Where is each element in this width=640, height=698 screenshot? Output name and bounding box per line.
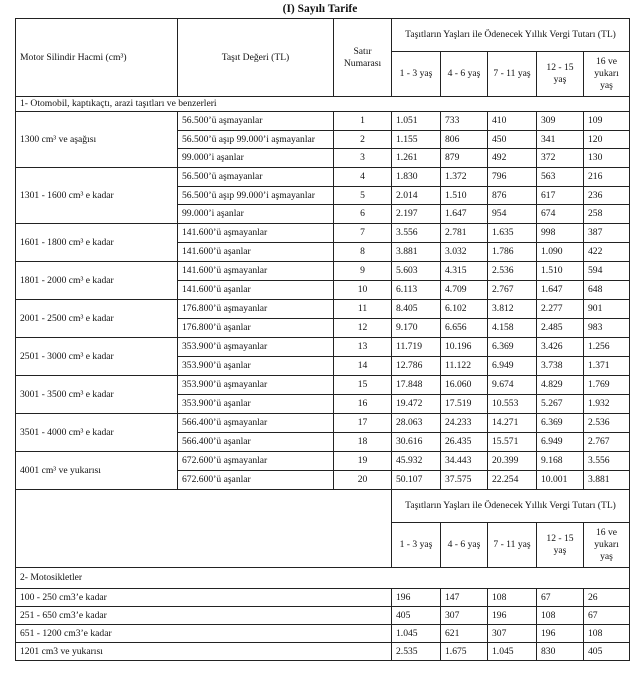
header2-tax-group: Taşıtların Yaşları ile Ödenecek Yıllık Vergi Tutarı (TL): [392, 490, 630, 523]
tax-amount-cell: 1.372: [441, 168, 488, 187]
table-row: [16, 607, 630, 625]
engine-capacity-cell: 1601 - 1800 cm³ e kadar: [16, 224, 178, 262]
tax-amount-cell: 2.535: [392, 643, 441, 661]
line-number-cell: 17: [334, 414, 392, 433]
engine-capacity-cell: 2501 - 3000 cm³ e kadar: [16, 338, 178, 376]
engine-capacity-cell: 3501 - 4000 cm³ e kadar: [16, 414, 178, 452]
engine-capacity-cell: 2001 - 2500 cm³ e kadar: [16, 300, 178, 338]
tax-amount-cell: 1.051: [392, 112, 441, 131]
empty-header-cell: [16, 490, 392, 568]
tax-amount-cell: 6.656: [441, 319, 488, 338]
tax-amount-cell: 387: [584, 224, 630, 243]
table-row: [16, 643, 630, 661]
tax-amount-cell: 309: [537, 112, 584, 131]
tax-amount-cell: 2.781: [441, 224, 488, 243]
header-line-number: Satır Numarası: [334, 19, 392, 97]
tax-amount-cell: 8.405: [392, 300, 441, 319]
tax-amount-cell: 2.536: [584, 414, 630, 433]
tax-amount-cell: 11.719: [392, 338, 441, 357]
tax-amount-cell: 5.267: [537, 395, 584, 414]
tax-amount-cell: 492: [488, 149, 537, 168]
tax-amount-cell: 120: [584, 131, 630, 149]
vehicle-value-cell: 141.600’ü aşmayanlar: [178, 224, 334, 243]
vehicle-value-cell: 56.500’ü aşmayanlar: [178, 112, 334, 131]
tax-amount-cell: 1.261: [392, 149, 441, 168]
tax-amount-cell: 216: [584, 168, 630, 187]
tax-amount-cell: 6.949: [537, 433, 584, 452]
tax-amount-cell: 3.556: [584, 452, 630, 471]
table-row: [16, 625, 630, 643]
vehicle-value-cell: 353.900’ü aşanlar: [178, 357, 334, 376]
tax-amount-cell: 954: [488, 205, 537, 224]
tax-amount-cell: 3.032: [441, 243, 488, 262]
tax-amount-cell: 372: [537, 149, 584, 168]
tax-amount-cell: 1.371: [584, 357, 630, 376]
tax-amount-cell: 563: [537, 168, 584, 187]
vehicle-value-cell: 672.600’ü aşanlar: [178, 471, 334, 490]
line-number-cell: 7: [334, 224, 392, 243]
tax-amount-cell: 6.369: [488, 338, 537, 357]
header2-age: 12 - 15 yaş: [537, 523, 584, 568]
header-age: 1 - 3 yaş: [392, 52, 441, 97]
tax-amount-cell: 17.848: [392, 376, 441, 395]
tax-amount-cell: 3.881: [392, 243, 441, 262]
tax-amount-cell: 11.122: [441, 357, 488, 376]
tariff-table: [15, 18, 630, 661]
tax-amount-cell: 1.675: [441, 643, 488, 661]
line-number-cell: 13: [334, 338, 392, 357]
tax-amount-cell: 410: [488, 112, 537, 131]
tax-amount-cell: 2.014: [392, 187, 441, 205]
tax-amount-cell: 258: [584, 205, 630, 224]
header-tax-group: Taşıtların Yaşları ile Ödenecek Yıllık Vergi Tutarı (TL): [392, 19, 630, 52]
vehicle-value-cell: 566.400’ü aşanlar: [178, 433, 334, 452]
vehicle-value-cell: 176.800’ü aşmayanlar: [178, 300, 334, 319]
tax-amount-cell: 26: [584, 589, 630, 607]
header-age: 16 ve yukarı yaş: [584, 52, 630, 97]
header-row: [16, 19, 630, 52]
tax-amount-cell: 3.738: [537, 357, 584, 376]
tax-amount-cell: 1.510: [537, 262, 584, 281]
tax-amount-cell: 16.060: [441, 376, 488, 395]
motorcycle-capacity-cell: 100 - 250 cm3’e kadar: [16, 589, 392, 607]
tax-amount-cell: 4.829: [537, 376, 584, 395]
tax-amount-cell: 10.196: [441, 338, 488, 357]
tax-amount-cell: 674: [537, 205, 584, 224]
tax-amount-cell: 1.155: [392, 131, 441, 149]
section-row: [16, 97, 630, 112]
tax-amount-cell: 341: [537, 131, 584, 149]
tax-amount-cell: 733: [441, 112, 488, 131]
section-title: 2- Motosikletler: [16, 568, 630, 589]
line-number-cell: 19: [334, 452, 392, 471]
vehicle-value-cell: 56.500’ü aşıp 99.000’i aşmayanlar: [178, 131, 334, 149]
motorcycle-capacity-cell: 1201 cm3 ve yukarısı: [16, 643, 392, 661]
tax-amount-cell: 1.786: [488, 243, 537, 262]
tax-amount-cell: 2.536: [488, 262, 537, 281]
vehicle-value-cell: 566.400’ü aşmayanlar: [178, 414, 334, 433]
vehicle-value-cell: 56.500’ü aşmayanlar: [178, 168, 334, 187]
tax-amount-cell: 1.256: [584, 338, 630, 357]
line-number-cell: 18: [334, 433, 392, 452]
line-number-cell: 9: [334, 262, 392, 281]
line-number-cell: 3: [334, 149, 392, 168]
header-vehicle-value: Taşıt Değeri (TL): [178, 19, 334, 97]
tax-amount-cell: 50.107: [392, 471, 441, 490]
tax-amount-cell: 20.399: [488, 452, 537, 471]
line-number-cell: 16: [334, 395, 392, 414]
tax-amount-cell: 14.271: [488, 414, 537, 433]
tax-amount-cell: 594: [584, 262, 630, 281]
tax-amount-cell: 9.674: [488, 376, 537, 395]
tax-amount-cell: 2.767: [584, 433, 630, 452]
vehicle-value-cell: 353.900’ü aşmayanlar: [178, 338, 334, 357]
tax-amount-cell: 108: [537, 607, 584, 625]
vehicle-value-cell: 353.900’ü aşmayanlar: [178, 376, 334, 395]
tax-amount-cell: 6.102: [441, 300, 488, 319]
tax-amount-cell: 34.443: [441, 452, 488, 471]
tax-amount-cell: 22.254: [488, 471, 537, 490]
tax-amount-cell: 12.786: [392, 357, 441, 376]
tax-amount-cell: 307: [488, 625, 537, 643]
table-row: [16, 168, 630, 187]
table-row: [16, 452, 630, 471]
vehicle-value-cell: 141.600’ü aşanlar: [178, 281, 334, 300]
line-number-cell: 10: [334, 281, 392, 300]
tax-amount-cell: 901: [584, 300, 630, 319]
line-number-cell: 14: [334, 357, 392, 376]
line-number-cell: 8: [334, 243, 392, 262]
tax-amount-cell: 10.553: [488, 395, 537, 414]
line-number-cell: 11: [334, 300, 392, 319]
motorcycle-capacity-cell: 251 - 650 cm3’e kadar: [16, 607, 392, 625]
second-header-row: [16, 490, 630, 523]
tax-amount-cell: 1.090: [537, 243, 584, 262]
tax-amount-cell: 15.571: [488, 433, 537, 452]
header-motor: Motor Silindir Hacmi (cm³): [16, 19, 178, 97]
tax-amount-cell: 45.932: [392, 452, 441, 471]
table-row: [16, 589, 630, 607]
header2-age: 4 - 6 yaş: [441, 523, 488, 568]
tax-amount-cell: 108: [584, 625, 630, 643]
tax-amount-cell: 67: [537, 589, 584, 607]
tax-amount-cell: 147: [441, 589, 488, 607]
tax-amount-cell: 4.158: [488, 319, 537, 338]
table-row: [16, 112, 630, 131]
header-age: 12 - 15 yaş: [537, 52, 584, 97]
line-number-cell: 4: [334, 168, 392, 187]
tax-amount-cell: 3.812: [488, 300, 537, 319]
tax-amount-cell: 1.647: [537, 281, 584, 300]
tax-amount-cell: 1.045: [392, 625, 441, 643]
tax-amount-cell: 830: [537, 643, 584, 661]
tax-amount-cell: 1.932: [584, 395, 630, 414]
header2-age: 16 ve yukarı yaş: [584, 523, 630, 568]
tax-amount-cell: 30.616: [392, 433, 441, 452]
tax-amount-cell: 6.949: [488, 357, 537, 376]
engine-capacity-cell: 4001 cm³ ve yukarısı: [16, 452, 178, 490]
engine-capacity-cell: 3001 - 3500 cm³ e kadar: [16, 376, 178, 414]
vehicle-value-cell: 99.000’i aşanlar: [178, 205, 334, 224]
table-row: [16, 224, 630, 243]
tax-amount-cell: 806: [441, 131, 488, 149]
table-row: [16, 338, 630, 357]
table-row: [16, 414, 630, 433]
tax-amount-cell: 67: [584, 607, 630, 625]
tax-amount-cell: 24.233: [441, 414, 488, 433]
header2-age: 1 - 3 yaş: [392, 523, 441, 568]
vehicle-value-cell: 141.600’ü aşanlar: [178, 243, 334, 262]
tax-amount-cell: 9.168: [537, 452, 584, 471]
tax-amount-cell: 196: [537, 625, 584, 643]
tax-amount-cell: 2.277: [537, 300, 584, 319]
line-number-cell: 6: [334, 205, 392, 224]
tax-amount-cell: 109: [584, 112, 630, 131]
vehicle-value-cell: 176.800’ü aşanlar: [178, 319, 334, 338]
tax-amount-cell: 876: [488, 187, 537, 205]
vehicle-value-cell: 141.600’ü aşmayanlar: [178, 262, 334, 281]
tax-amount-cell: 37.575: [441, 471, 488, 490]
tax-amount-cell: 196: [488, 607, 537, 625]
tax-amount-cell: 648: [584, 281, 630, 300]
engine-capacity-cell: 1801 - 2000 cm³ e kadar: [16, 262, 178, 300]
tax-amount-cell: 196: [392, 589, 441, 607]
tax-amount-cell: 1.769: [584, 376, 630, 395]
tax-amount-cell: 108: [488, 589, 537, 607]
tax-amount-cell: 28.063: [392, 414, 441, 433]
tax-amount-cell: 4.709: [441, 281, 488, 300]
line-number-cell: 20: [334, 471, 392, 490]
tax-amount-cell: 796: [488, 168, 537, 187]
section-title: 1- Otomobil, kaptıkaçtı, arazi taşıtları ve benzerleri: [16, 97, 630, 112]
vehicle-value-cell: 56.500’ü aşıp 99.000’i aşmayanlar: [178, 187, 334, 205]
tax-amount-cell: 307: [441, 607, 488, 625]
header-age: 7 - 11 yaş: [488, 52, 537, 97]
tax-amount-cell: 26.435: [441, 433, 488, 452]
tax-amount-cell: 3.881: [584, 471, 630, 490]
tax-amount-cell: 405: [584, 643, 630, 661]
tax-amount-cell: 617: [537, 187, 584, 205]
vehicle-value-cell: 99.000’i aşanlar: [178, 149, 334, 168]
engine-capacity-cell: 1301 - 1600 cm³ e kadar: [16, 168, 178, 224]
tax-amount-cell: 1.635: [488, 224, 537, 243]
table-row: [16, 262, 630, 281]
tax-amount-cell: 3.426: [537, 338, 584, 357]
tariff-table-body: [16, 19, 630, 661]
tax-amount-cell: 879: [441, 149, 488, 168]
tax-amount-cell: 998: [537, 224, 584, 243]
tax-amount-cell: 4.315: [441, 262, 488, 281]
tax-amount-cell: 1.510: [441, 187, 488, 205]
line-number-cell: 12: [334, 319, 392, 338]
line-number-cell: 1: [334, 112, 392, 131]
tax-amount-cell: 2.485: [537, 319, 584, 338]
header2-age: 7 - 11 yaş: [488, 523, 537, 568]
tax-amount-cell: 621: [441, 625, 488, 643]
tax-amount-cell: 10.001: [537, 471, 584, 490]
vehicle-value-cell: 672.600’ü aşmayanlar: [178, 452, 334, 471]
tax-amount-cell: 405: [392, 607, 441, 625]
tax-amount-cell: 1.830: [392, 168, 441, 187]
line-number-cell: 2: [334, 131, 392, 149]
tax-amount-cell: 450: [488, 131, 537, 149]
table-row: [16, 300, 630, 319]
tax-amount-cell: 6.113: [392, 281, 441, 300]
tax-amount-cell: 130: [584, 149, 630, 168]
motorcycle-capacity-cell: 651 - 1200 cm3’e kadar: [16, 625, 392, 643]
vehicle-value-cell: 353.900’ü aşanlar: [178, 395, 334, 414]
tax-amount-cell: 1.647: [441, 205, 488, 224]
header-age: 4 - 6 yaş: [441, 52, 488, 97]
tax-amount-cell: 983: [584, 319, 630, 338]
tax-amount-cell: 5.603: [392, 262, 441, 281]
table-row: [16, 376, 630, 395]
engine-capacity-cell: 1300 cm³ ve aşağısı: [16, 112, 178, 168]
section-row: [16, 568, 630, 589]
tax-amount-cell: 9.170: [392, 319, 441, 338]
tax-amount-cell: 17.519: [441, 395, 488, 414]
tax-amount-cell: 2.767: [488, 281, 537, 300]
line-number-cell: 5: [334, 187, 392, 205]
line-number-cell: 15: [334, 376, 392, 395]
document-title: (I) Sayılı Tarife: [282, 3, 358, 15]
tax-amount-cell: 1.045: [488, 643, 537, 661]
tax-amount-cell: 236: [584, 187, 630, 205]
tax-amount-cell: 422: [584, 243, 630, 262]
tax-amount-cell: 3.556: [392, 224, 441, 243]
tax-amount-cell: 19.472: [392, 395, 441, 414]
tax-amount-cell: 6.369: [537, 414, 584, 433]
tax-amount-cell: 2.197: [392, 205, 441, 224]
